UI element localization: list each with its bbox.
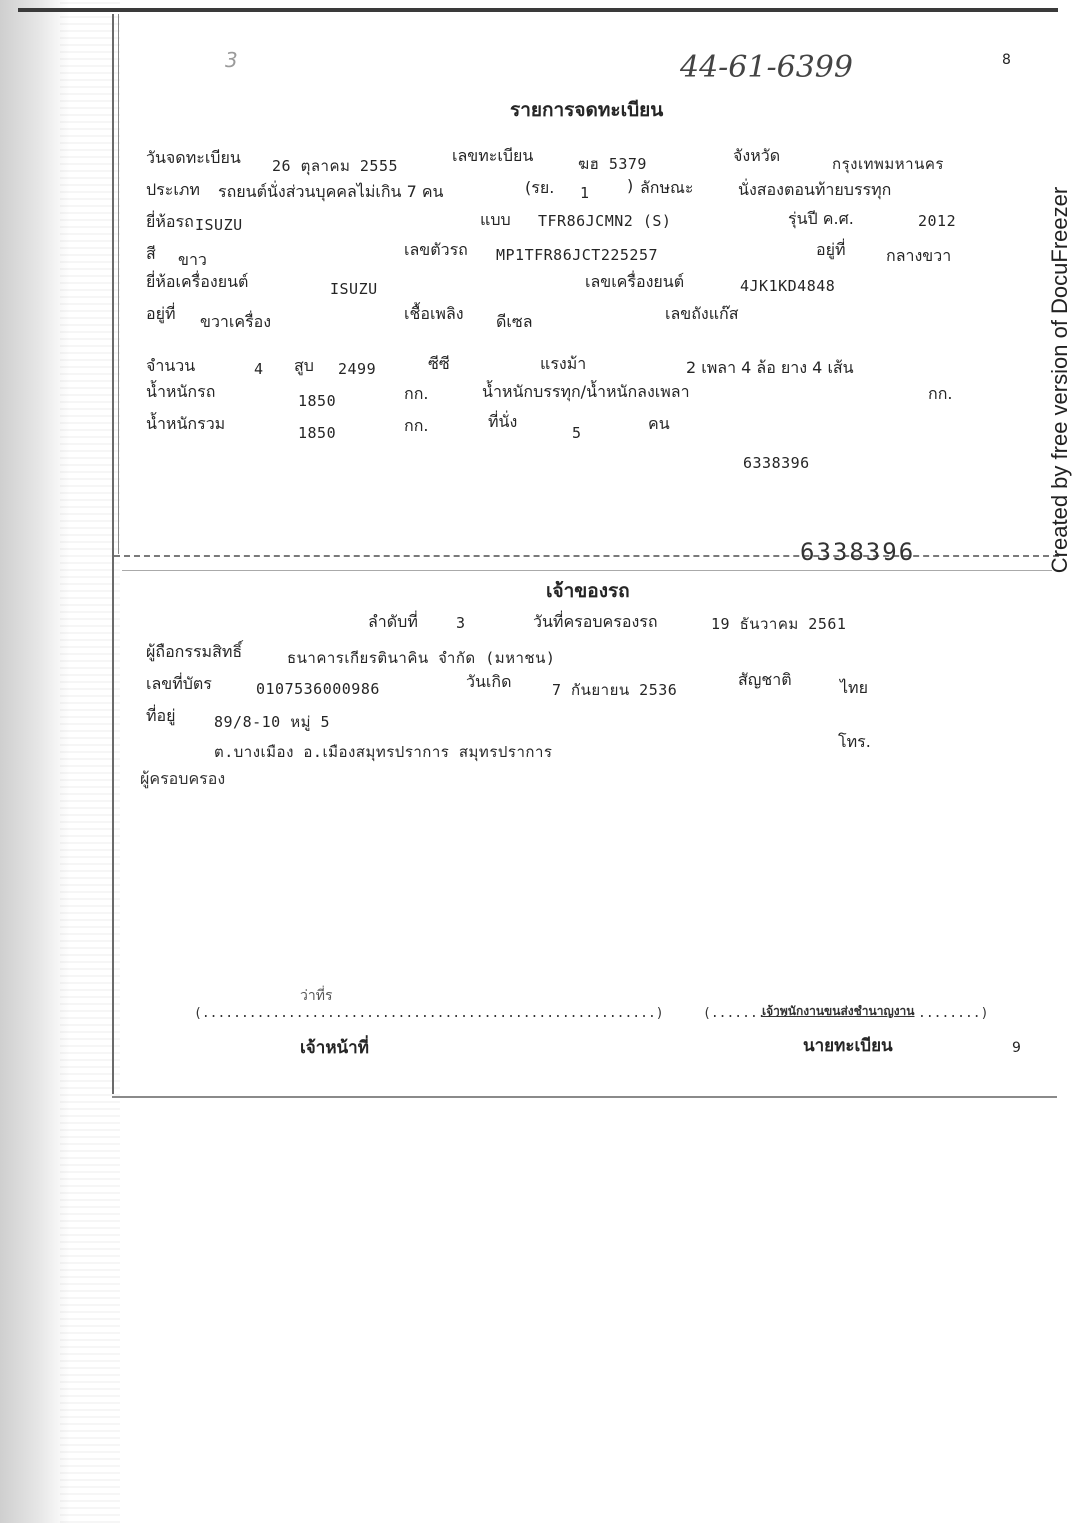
document-number-cut: 6338396 [800, 538, 916, 566]
birth-date-label: วันเกิด [466, 672, 512, 691]
officer-signature-line: (..........................................................) [194, 1006, 664, 1021]
province: กรุงเทพมหานคร [832, 155, 944, 173]
chassis-no: MP1TFR86JCT225257 [496, 246, 659, 264]
cc-label: ซีซี [428, 354, 450, 373]
section-divider-dashed [114, 555, 1059, 557]
scan-noise [60, 0, 120, 1523]
form-bottom-border [112, 1096, 1057, 1098]
page-number: 9 [1012, 1040, 1021, 1056]
model: TFR86JCMN2 (S) [538, 212, 672, 230]
fuel: ดีเซล [496, 312, 533, 331]
engine-brand-label: ยี่ห้อเครื่องยนต์ [146, 272, 249, 291]
brand-label: ยี่ห้อรถ [146, 212, 194, 231]
owner-seq-label: ลำดับที่ [368, 612, 418, 631]
style-label: ลักษณะ [640, 178, 694, 197]
owner-title: เจ้าของรถ [546, 580, 630, 602]
section-divider [122, 570, 1052, 571]
gas-tank-label: เลขถังแก๊ส [665, 304, 739, 323]
top-border-line [18, 8, 1058, 12]
ry-value: 1 [580, 184, 590, 202]
vehicle-type: รถยนต์นั่งส่วนบุคคลไม่เกิน 7 คน [218, 182, 444, 201]
form-left-border [112, 14, 114, 1094]
province-label: จังหวัด [733, 146, 781, 165]
card-no: 0107536000986 [256, 680, 380, 698]
possession-date: 19 ธันวาคม 2561 [711, 615, 847, 633]
reg-date-label: วันจดทะเบียน [146, 148, 241, 167]
model-label: แบบ [480, 210, 511, 229]
possession-date-label: วันที่ครอบครองรถ [533, 612, 658, 631]
vehicle-weight: 1850 [298, 392, 337, 410]
address-line-1: 89/8-10 หมู่ 5 [214, 713, 331, 731]
registrar-signature-close: ........) [918, 1006, 989, 1021]
seats: 5 [572, 424, 582, 442]
horsepower-label: แรงม้า [540, 354, 587, 373]
phone-label: โทร. [838, 732, 871, 751]
holder-name: ธนาคารเกียรตินาคิน จำกัด (มหาชน) [287, 649, 556, 667]
address-label: ที่อยู่ [146, 706, 176, 725]
document-number: 6338396 [743, 454, 810, 472]
axles-desc: 2 เพลา 4 ล้อ ยาง 4 เส้น [686, 358, 854, 377]
chassis-location-label: อยู่ที่ [816, 240, 846, 259]
address-line-2: ต.บางเมือง อ.เมืองสมุทรปราการ สมุทรปราการ [214, 743, 553, 761]
total-weight-unit: กก. [404, 416, 429, 435]
registrar-label: นายทะเบียน [803, 1036, 893, 1056]
nationality: ไทย [840, 678, 868, 697]
type-label: ประเภท [146, 180, 200, 199]
total-weight: 1850 [298, 424, 337, 442]
birth-date: 7 กันยายน 2536 [552, 681, 678, 699]
registrar-signature-open: (.......... [703, 1006, 790, 1021]
model-year: 2012 [918, 212, 957, 230]
engine-cc: 2499 [338, 360, 377, 378]
cylinders-label: สูบ [294, 356, 314, 375]
officer-scribble: ว่าที่ร [300, 988, 333, 1004]
count-label: จำนวน [146, 356, 196, 375]
engine-location-label: อยู่ที่ [146, 304, 176, 323]
docufreezer-watermark: Created by free version of DocuFreezer [1047, 186, 1072, 574]
engine-brand: ISUZU [330, 280, 378, 298]
cylinders: 4 [254, 360, 264, 378]
weight-label: น้ำหนักรถ [146, 382, 216, 401]
engine-no-label: เลขเครื่องยนต์ [585, 272, 685, 291]
holder-label: ผู้ถือกรรมสิทธิ์ [146, 642, 243, 661]
faint-page-mark: 3 [225, 48, 238, 72]
brand: ISUZU [195, 216, 243, 234]
reg-no-label: เลขทะเบียน [452, 146, 534, 165]
load-weight-label: น้ำหนักบรรทุก/น้ำหนักลงเพลา [482, 382, 690, 401]
engine-location: ขวาเครื่อง [200, 312, 272, 331]
chassis-location: กลางขวา [886, 246, 952, 265]
owner-seq: 3 [456, 614, 466, 632]
fuel-label: เชื้อเพลิง [404, 304, 464, 323]
reg-date: 26 ตุลาคม 2555 [272, 157, 399, 175]
nationality-label: สัญชาติ [738, 670, 792, 689]
registration-title: รายการจดทะเบียน [510, 99, 664, 121]
weight-unit: กก. [404, 384, 429, 403]
registrar-stamp: เจ้าพนักงานขนส่งชำนาญงาน [762, 1004, 915, 1018]
year-label: รุ่นปี ค.ศ. [788, 209, 854, 228]
corner-page-number: 8 [1002, 52, 1011, 68]
persons-label: คน [648, 414, 670, 433]
vehicle-style: นั่งสองตอนท้ายบรรทุก [738, 180, 892, 199]
ry-label: (รย. [525, 178, 555, 197]
handwritten-number: 44-61-6399 [680, 50, 853, 85]
officer-label: เจ้าหน้าที่ [300, 1038, 369, 1058]
occupant-label-cut: ผู้ครอบครอง [140, 769, 226, 788]
engine-no: 4JK1KD4848 [740, 277, 836, 295]
reg-no: ฆฮ 5379 [578, 155, 647, 173]
total-weight-label: น้ำหนักรวม [146, 414, 226, 433]
color-label: สี [146, 244, 156, 263]
chassis-label: เลขตัวรถ [404, 240, 468, 259]
ry-close: ) [627, 176, 634, 195]
form-left-inner-border [118, 14, 119, 554]
card-no-label: เลขที่บัตร [146, 674, 212, 693]
load-weight-unit: กก. [928, 384, 953, 403]
color: ขาว [178, 250, 207, 269]
seats-label: ที่นั่ง [488, 412, 518, 431]
